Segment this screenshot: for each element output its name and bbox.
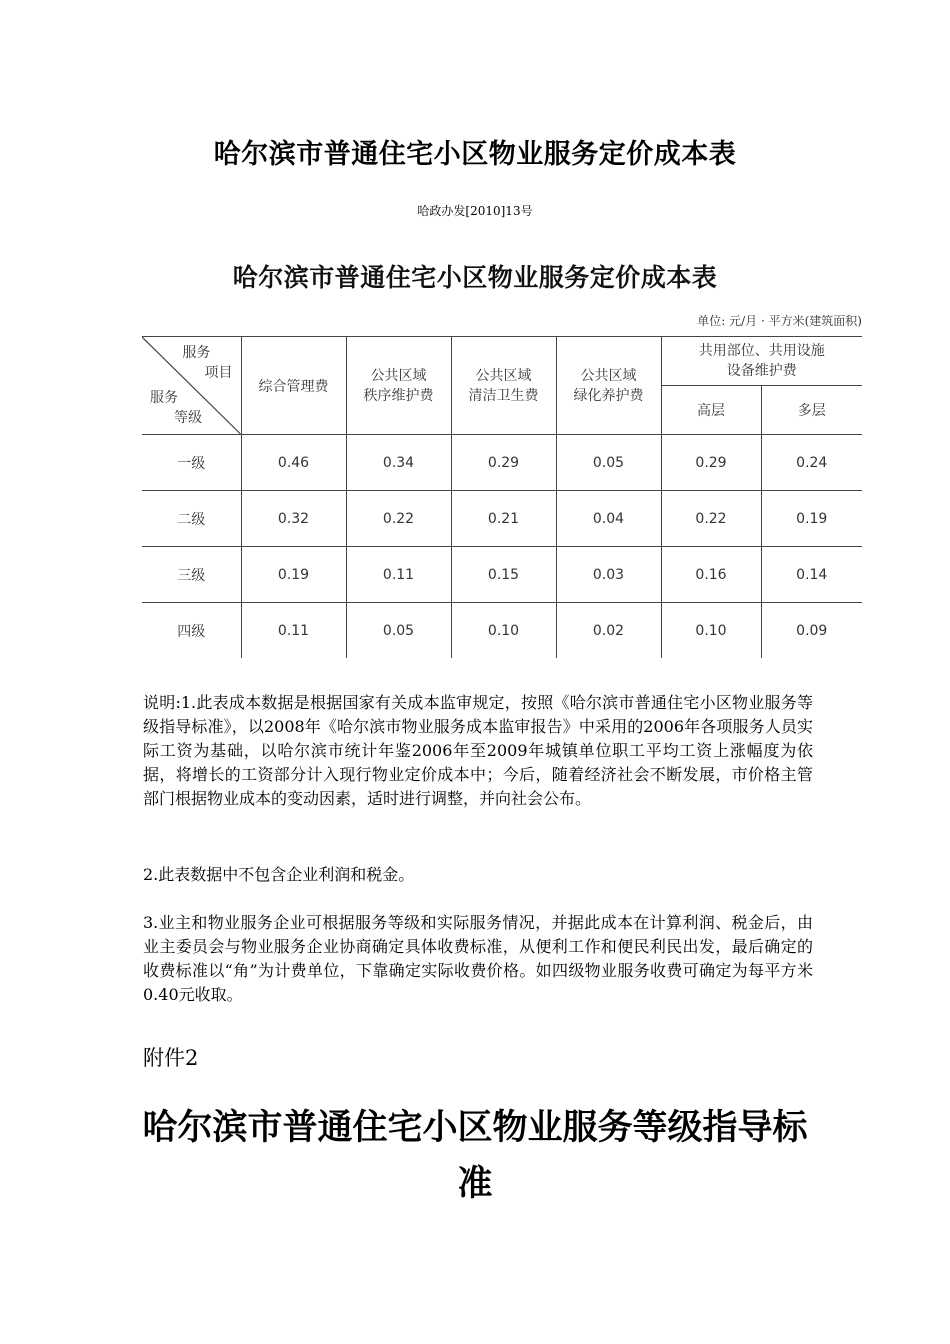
value-cell: 0.10 [661, 603, 761, 659]
column-header-shared-line1: 共用部位、共用设施 [698, 343, 825, 359]
column-header-high: 高层 [661, 386, 761, 435]
value-cell: 0.11 [241, 603, 346, 659]
value-cell: 0.04 [556, 491, 661, 547]
value-cell: 0.05 [556, 435, 661, 491]
column-header-multi: 多层 [761, 386, 862, 435]
column-header-green-line2: 绿化养护费 [573, 387, 644, 404]
diag-top-line1: 服务 [182, 345, 211, 361]
value-cell: 0.24 [761, 435, 862, 491]
table-image-title: 哈尔滨市普通住宅小区物业服务定价成本表 [232, 263, 718, 292]
table-row [142, 491, 862, 547]
value-cell: 0.05 [346, 603, 451, 659]
value-cell: 0.29 [661, 435, 761, 491]
value-cell: 0.10 [451, 603, 556, 659]
note-paragraph-3: 3.业主和物业服务企业可根据服务等级和实际服务情况，并据此成本在计算利润、税金后，由业主委员会与物业服务企业协商确定具体收费标准，从便利工作和便民利民出发，最后确定的收费标准以“角”为计费单位，下靠确定实际收费价格。如四级物业服务收费可确定为每平方米0.40元收取。 [143, 913, 813, 1004]
note-paragraph-1: 说明:1.此表成本数据是根据国家有关成本监审规定，按照《哈尔滨市普通住宅小区物业服务等级指导标准》，以2008年《哈尔滨市物业服务成本监审报告》中采用的2006年各项服务人员实际工资为基础，以哈尔滨市统计年鉴2006年至2009年城镇单位职工平均工资上涨幅度为依据，将增长的工资部分计入现行物业定价成本中；今后，随着经济社会不断发展，市价格主管部门根据物业成本的变动因素，适时进行调整，并向社会公布。 [143, 693, 813, 808]
attachment-label: 附件2 [143, 1046, 199, 1070]
value-cell: 0.32 [241, 491, 346, 547]
diagonal-header-bottom [150, 388, 202, 428]
value-cell: 0.11 [346, 547, 451, 603]
table-row [142, 547, 862, 603]
value-cell: 0.19 [761, 491, 862, 547]
column-header-clean-line1: 公共区域 [475, 367, 532, 384]
diag-top-line2: 项目 [204, 365, 233, 381]
table-row [142, 603, 862, 659]
value-cell: 0.46 [241, 435, 346, 491]
cost-table [142, 336, 862, 658]
column-header-order-line1: 公共区域 [370, 367, 427, 384]
column-header-clean [451, 337, 556, 435]
column-header-mgmt: 综合管理费 [241, 337, 346, 435]
table-row [142, 435, 862, 491]
value-cell: 0.29 [451, 435, 556, 491]
value-cell: 0.22 [661, 491, 761, 547]
value-cell: 0.03 [556, 547, 661, 603]
column-header-order [346, 337, 451, 435]
value-cell: 0.16 [661, 547, 761, 603]
attachment-title: 哈尔滨市普通住宅小区物业服务等级指导标准 [142, 1107, 808, 1204]
value-cell: 0.21 [451, 491, 556, 547]
diagonal-header-top [183, 343, 233, 383]
column-header-green [556, 337, 661, 435]
table-header-row [142, 337, 862, 386]
column-header-shared-line2: 设备维护费 [726, 363, 797, 379]
value-cell: 0.34 [346, 435, 451, 491]
diag-bot-line1: 服务 [150, 390, 178, 406]
value-cell: 0.19 [241, 547, 346, 603]
value-cell: 0.09 [761, 603, 862, 659]
value-cell: 0.15 [451, 547, 556, 603]
grade-cell: 四级 [142, 603, 241, 659]
grade-cell: 一级 [142, 435, 241, 491]
column-header-shared [661, 337, 862, 386]
value-cell: 0.14 [761, 547, 862, 603]
value-cell: 0.22 [346, 491, 451, 547]
value-cell: 0.02 [556, 603, 661, 659]
document-title: 哈尔滨市普通住宅小区物业服务定价成本表 [213, 139, 737, 170]
column-header-green-line1: 公共区域 [580, 367, 637, 384]
note-paragraph-2: 2.此表数据中不包含企业利润和税金。 [143, 865, 415, 884]
document-number: 哈政办发[2010]13号 [417, 204, 533, 218]
grade-cell: 三级 [142, 547, 241, 603]
column-header-order-line2: 秩序维护费 [363, 387, 434, 404]
diagonal-header-cell [142, 337, 241, 435]
grade-cell: 二级 [142, 491, 241, 547]
diag-bot-line2: 等级 [174, 410, 202, 426]
table-unit-note: 单位: 元/月 · 平方米(建筑面积) [697, 314, 862, 328]
column-header-clean-line2: 清洁卫生费 [468, 387, 539, 404]
